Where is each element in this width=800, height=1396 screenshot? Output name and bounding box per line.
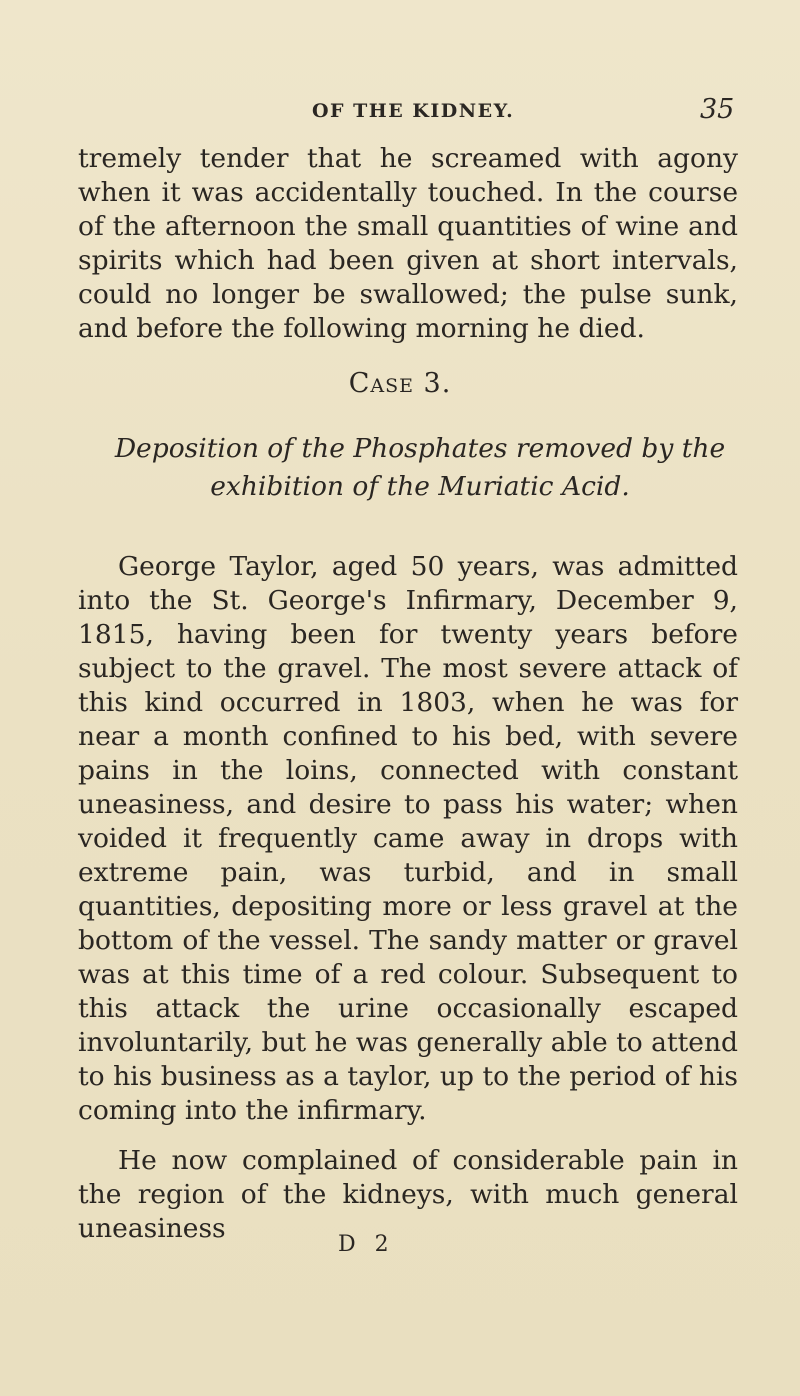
- case-subtitle: Deposition of the Phosphates removed by the exhibition of the Muriatic Acid.: [114, 433, 726, 502]
- signature-mark: D 2: [338, 1232, 395, 1257]
- paragraph-continued: tremely tender that he screamed with agony when it was accidentally touched. In the course of the afternoon the small quantities of wine and spirits which had been given at short intervals, could no longer be swallowed; the pulse sunk, and before the following morning he died.: [78, 143, 738, 344]
- running-head: OF THE KIDNEY.: [312, 100, 515, 122]
- page-number: 35: [700, 94, 735, 125]
- paragraph-case-history: George Taylor, aged 50 years, was admitted into the St. George's Infirmary, December 9, 1815, having been for twenty years before subject to the gravel. The most severe attack of this kind occurred in 1803, when he was for near a month confined to his bed, with severe pains in the loins, connected with constant uneasiness, and desire to pass his water; when voided it frequently came away in drops with extreme pain, was turbid, and in small quantities, depositing more or less gravel at the bottom of the vessel. The sandy matter or gravel was at this time of a red colour. Subsequent to this attack the urine occasionally escaped involuntarily, but he was generally able to attend to his business as a taylor, up to the period of his coming into the infirmary.: [78, 551, 738, 1126]
- page-header: [0, 96, 800, 136]
- paragraph-complaint: He now complained of considerable pain in the region of the kidneys, with much general uneasiness: [78, 1145, 738, 1244]
- case-heading: Case 3.: [348, 368, 452, 399]
